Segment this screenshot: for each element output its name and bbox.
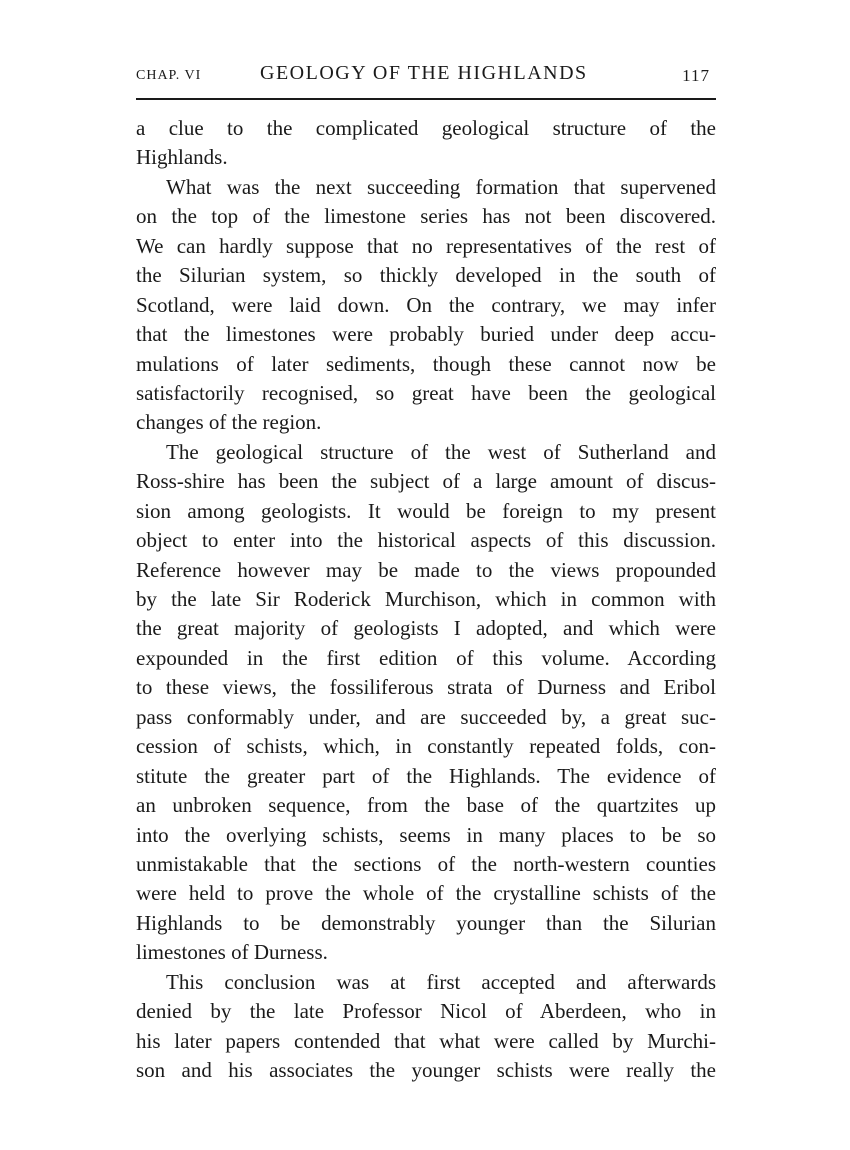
text-line: his later papers contended that what were called by Murchi- <box>136 1028 716 1053</box>
text-line: What was the next succeeding formation that supervened <box>166 174 716 199</box>
text-line: changes of the region. <box>136 410 322 435</box>
text-line: unmistakable that the sections of the north-western counties <box>136 851 716 876</box>
text-line: mulations of later sediments, though these cannot now be <box>136 351 716 376</box>
body-text <box>136 114 716 1085</box>
text-line: pass conformably under, and are succeeded by, a great suc- <box>136 704 716 729</box>
text-line: We can hardly suppose that no representatives of the rest of <box>136 233 716 258</box>
running-head <box>136 62 716 90</box>
text-line: Highlands. <box>136 145 228 170</box>
text-line: the Silurian system, so thickly developed in the south of <box>136 263 716 288</box>
text-line: Scotland, were laid down. On the contrary, we may infer <box>136 292 716 317</box>
running-title: GEOLOGY OF THE HIGHLANDS <box>260 62 588 84</box>
text-line: Ross-shire has been the subject of a large amount of discus- <box>136 469 716 494</box>
text-line: Highlands to be demonstrably younger than the Silurian <box>136 910 716 935</box>
text-line: expounded in the first edition of this volume. According <box>136 645 716 670</box>
text-line: on the top of the limestone series has not been discovered. <box>136 204 716 229</box>
text-line: denied by the late Professor Nicol of Aberdeen, who in <box>136 999 716 1024</box>
text-line: into the overlying schists, seems in many places to be so <box>136 822 716 847</box>
page-number: 117 <box>682 66 710 85</box>
text-line: were held to prove the whole of the crystalline schists of the <box>136 881 716 906</box>
text-line: limestones of Durness. <box>136 940 328 965</box>
header-rule <box>136 98 716 100</box>
text-line: object to enter into the historical aspects of this discussion. <box>136 528 716 553</box>
text-line: son and his associates the younger schists were really the <box>136 1058 716 1082</box>
text-line: to these views, the fossiliferous strata of Durness and Eribol <box>136 675 716 700</box>
text-line: by the late Sir Roderick Murchison, which in common with <box>136 587 716 611</box>
text-line: cession of schists, which, in constantly repeated folds, con- <box>136 734 716 759</box>
text-line: stitute the greater part of the Highlands. The evidence of <box>136 763 716 788</box>
text-line: sion among geologists. It would be foreign to my present <box>136 498 716 523</box>
text-line: The geological structure of the west of Sutherland and <box>166 439 716 464</box>
text-line: a clue to the complicated geological structure of the <box>136 116 716 140</box>
text-line: that the limestones were probably buried under deep accu- <box>136 322 716 347</box>
text-line: the great majority of geologists I adopted, and which were <box>136 616 716 641</box>
chapter-label: CHAP. VI <box>136 68 202 83</box>
text-line: an unbroken sequence, from the base of the quartzites up <box>136 793 716 818</box>
text-line: This conclusion was at first accepted and afterwards <box>166 969 716 994</box>
text-line: satisfactorily recognised, so great have been the geological <box>136 380 716 405</box>
text-line: Reference however may be made to the views propounded <box>136 557 716 582</box>
